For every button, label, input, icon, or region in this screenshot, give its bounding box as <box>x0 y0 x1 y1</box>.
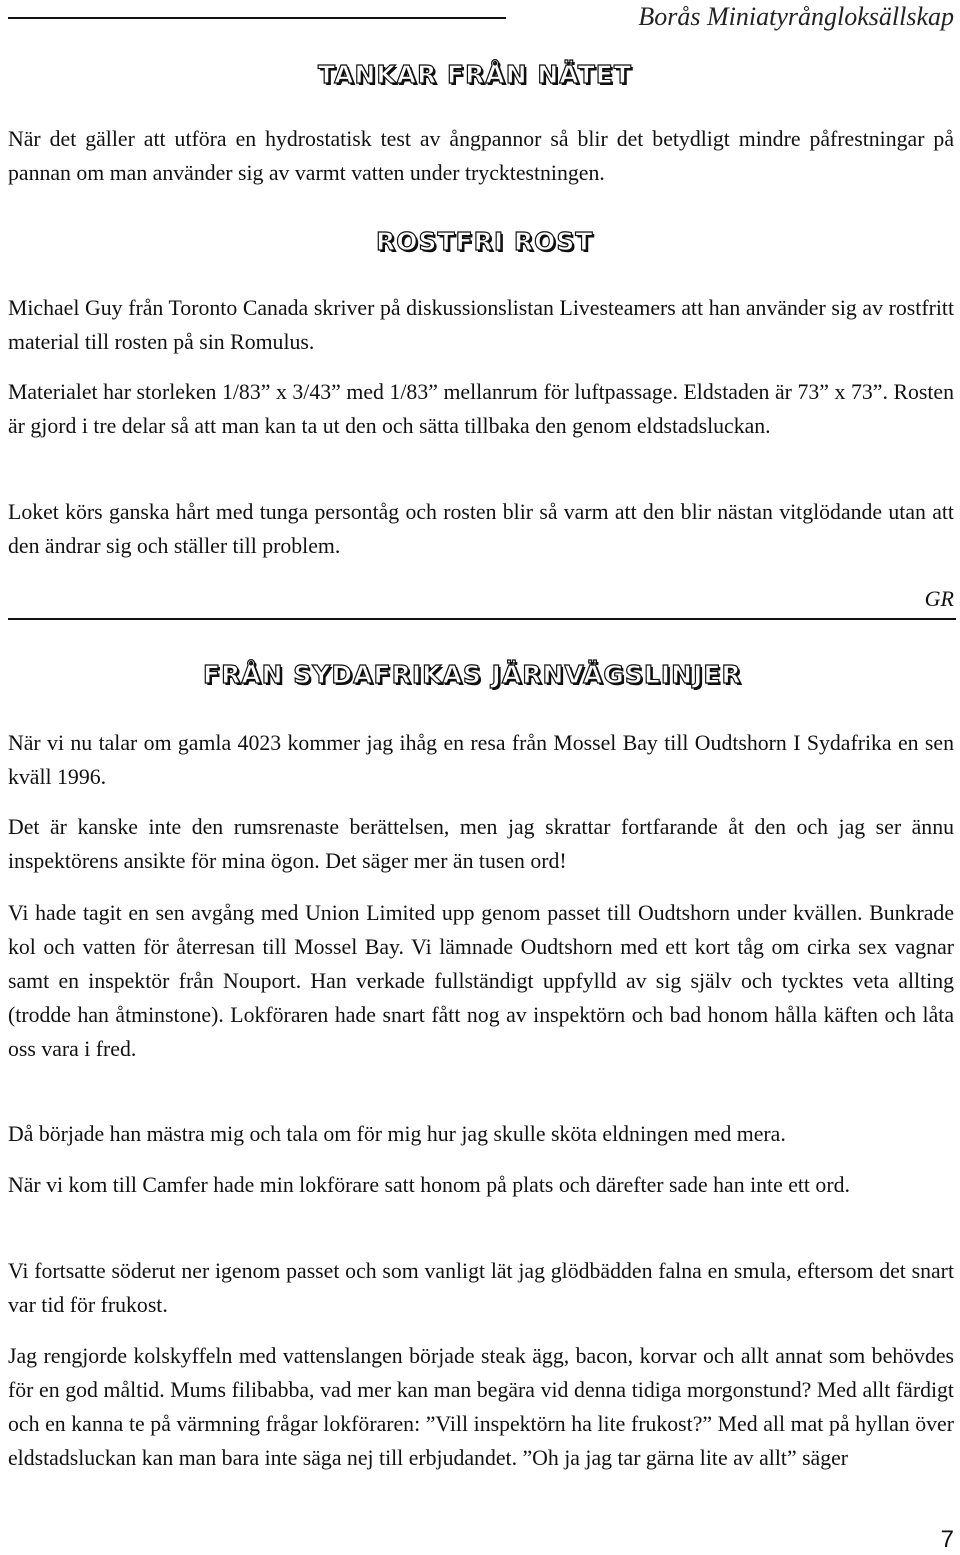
section-heading-sydafrika: FRÅN SYDAFRIKAS JÄRNVÄGSLINJER <box>203 660 742 689</box>
paragraph-sydafrika-3: Vi hade tagit en sen avgång med Union Limited upp genom passet till Oudtshorn under kvällen. Bunkrade kol och vatten för återresan till Mossel Bay. Vi lämnade Oudtshorn med ett kort tåg om cirka sex vagnar samt en inspektör från Nouport. Han verkade fullständigt uppfylld av sig själv och tycktes veta allting (trodde han åtminstone). Lokföraren hade snart fått nog av inspektörn och bad honom hålla käften och låta oss vara i fred. <box>8 901 954 1061</box>
header-rule <box>8 17 506 19</box>
paragraph-rostfri-3: Loket körs ganska hårt med tunga persontåg och rosten blir så varm att den blir nästan vitglödande utan att den ändrar sig och ställer till problem. <box>8 500 954 558</box>
paragraph-rostfri-2: Materialet har storleken 1/83” x 3/43” med 1/83” mellanrum för luftpassage. Eldstaden är 73” x 73”. Rosten är gjord i tre delar så att man kan ta ut den och sätta tillbaka den genom eldstadsluckan. <box>8 380 954 438</box>
paragraph-sydafrika-6: Vi fortsatte söderut ner igenom passet och som vanligt lät jag glödbädden falna en smula, eftersom det snart var tid för frukost. <box>8 1259 954 1317</box>
paragraph-tankar-1: När det gäller att utföra en hydrostatisk test av ångpannor så blir det betydligt mindre påfrestningar på pannan om man använder sig av varmt vatten under trycktestningen. <box>8 127 954 185</box>
publication-title: Borås Miniatyrångloksällskap <box>638 2 954 31</box>
section-heading-tankar: TANKAR FRÅN NÄTET <box>318 60 632 89</box>
paragraph-rostfri-1: Michael Guy från Toronto Canada skriver på diskussionslistan Livesteamers att han använder sig av rostfritt material till rosten på sin Romulus. <box>8 296 954 354</box>
paragraph-sydafrika-1: När vi nu talar om gamla 4023 kommer jag ihåg en resa från Mossel Bay till Oudtshorn I Sydafrika en sen kväll 1996. <box>8 731 954 789</box>
paragraph-sydafrika-5: När vi kom till Camfer hade min lokförare satt honom på plats och därefter sade han inte ett ord. <box>8 1173 850 1197</box>
author-signature: GR <box>924 586 954 611</box>
paragraph-sydafrika-7: Jag rengjorde kolskyffeln med vattenslangen började steak ägg, bacon, korvar och allt annat som behövdes för en god måltid. Mums filibabba, vad mer kan man begära vid denna tidiga morgonstund? Med allt färdigt och en kanna te på värmning frågar lokföraren: ”Vill inspektörn ha lite frukost?” Med all mat på hyllan över eldstadsluckan kan man bara inte säga nej till erbjudandet. ”Oh ja jag tar gärna lite av allt” säger <box>8 1344 954 1470</box>
paragraph-sydafrika-2: Det är kanske inte den rumsrenaste berättelsen, men jag skrattar fortfarande åt den och jag ser ännu inspektörens ansikte för mina ögon. Det säger mer än tusen ord! <box>8 815 954 873</box>
section-divider <box>8 618 956 620</box>
section-heading-rostfri: ROSTFRI ROST <box>376 227 594 256</box>
page-number: 7 <box>940 1526 954 1553</box>
paragraph-sydafrika-4: Då började han mästra mig och tala om för mig hur jag skulle sköta eldningen med mera. <box>8 1122 786 1146</box>
